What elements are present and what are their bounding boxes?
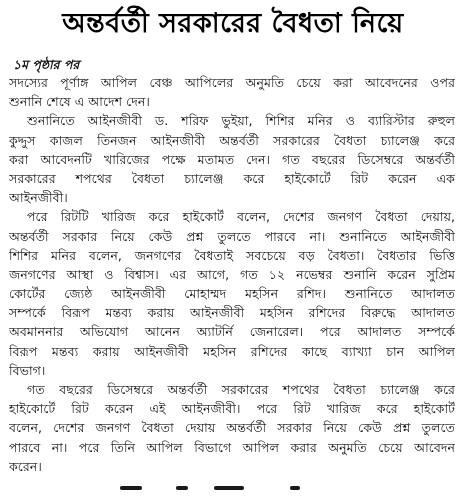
body-line: আইনজীবী। [9, 190, 68, 206]
body-line: হাইকোর্টে রিট করেন এই আইনজীবী। পরে রিট খারিজ করে হাইকোর্ট [9, 401, 455, 417]
cropped-glyph-mark [214, 486, 244, 490]
body-line: করেন। [9, 458, 42, 474]
body-line: করা আবেদনটি খারিজের পক্ষে মতামত দেন। গত বছরের ডিসেম্বরে অন্তর্বর্তী [9, 151, 455, 167]
body-line: শিশির মনির বলেন, জনগণের বৈধতাই সবচেয়ে বড় বৈধতা। বৈধতার ভিত্তি [9, 247, 455, 263]
body-line: সদস্যের পূর্ণাঙ্গ আপিল বেঞ্চ আপিলের অনুমতি চেয়ে করা আবেদনের ওপর [9, 75, 455, 90]
cropped-glyph-mark [120, 486, 142, 490]
body-line: অন্তর্বর্তী সরকার নিয়ে কেউ প্রশ্ন তুলতে পারবে না। শুনানিতে আইনজীবী [9, 228, 455, 244]
cropped-glyph-mark [176, 486, 188, 490]
body-line: শুনানি শেষে এ আদেশ দেন। [9, 94, 150, 110]
article-body [9, 73, 455, 476]
body-line: গত বছরের ডিসেম্বরে অন্তর্বর্তী সরকারের শপথের বৈধতা চ্যালেঞ্জ করে [27, 382, 455, 397]
continued-from-label: ১ম পৃষ্ঠার পর [13, 57, 80, 72]
body-line: জনগণের আস্থা ও বিশ্বাস। এর আগে, গত ১২ নভেম্বর শুনানি করেন সুপ্রিম [9, 266, 455, 282]
cropped-glyph-mark [290, 486, 300, 490]
body-line: কুদ্দুস কাজল তিনজন আইনজীবী অন্তর্বর্তী সরকারের বৈধতা চ্যালেঞ্জ করে [9, 132, 455, 148]
body-line: শুনানিতে আইনজীবী ড. শরিফ ভুইয়া, শিশির মনির ও ব্যারিস্টার রুহুল [27, 113, 455, 129]
body-line: পারবে না। পরে তিনি আপিল বিভাগে আপিল করার অনুমতি চেয়ে আবেদন [9, 439, 455, 455]
cropped-next-headline-fragment [0, 484, 466, 497]
body-line: পরে রিটটি খারিজ করে হাইকোর্ট বলেন, দেশের জনগণ বৈধতা দেয়ায়, [27, 209, 455, 225]
body-line: বিরূপ মন্তব্য করায় আইনজীবী মহসিন রশিদের কাছে ব্যাখ্যা চান আপিল [9, 343, 455, 359]
body-line: বলেন, দেশের জনগণ বৈধতা দেয়ায় অন্তর্বর্তী সরকার নিয়ে কেউ প্রশ্ন তুলতে [9, 420, 455, 436]
body-line: বিভাগ। [9, 362, 46, 378]
headline: অন্তর্বর্তী সরকারের বৈধতা নিয়ে [62, 8, 404, 39]
body-line: সরকারের শপথের বৈধতা চ্যালেঞ্জ করে হাইকোর্টে রিট করেন এক [9, 170, 455, 186]
body-line: অবমাননার অভিযোগ আনেন অ্যাটর্নি জেনারেল। পরে আদালত সম্পর্কে [9, 324, 455, 340]
body-line: কোর্টের জ্যেষ্ঠ আইনজীবী মোহাম্মদ মহসিন রশিদ। শুনানিতে আদালত [9, 286, 455, 302]
body-line: সম্পর্কে বিরূপ মন্তব্য করায় আইনজীবী মহসিন রশিদের বিরুদ্ধে আদালত [9, 305, 455, 321]
